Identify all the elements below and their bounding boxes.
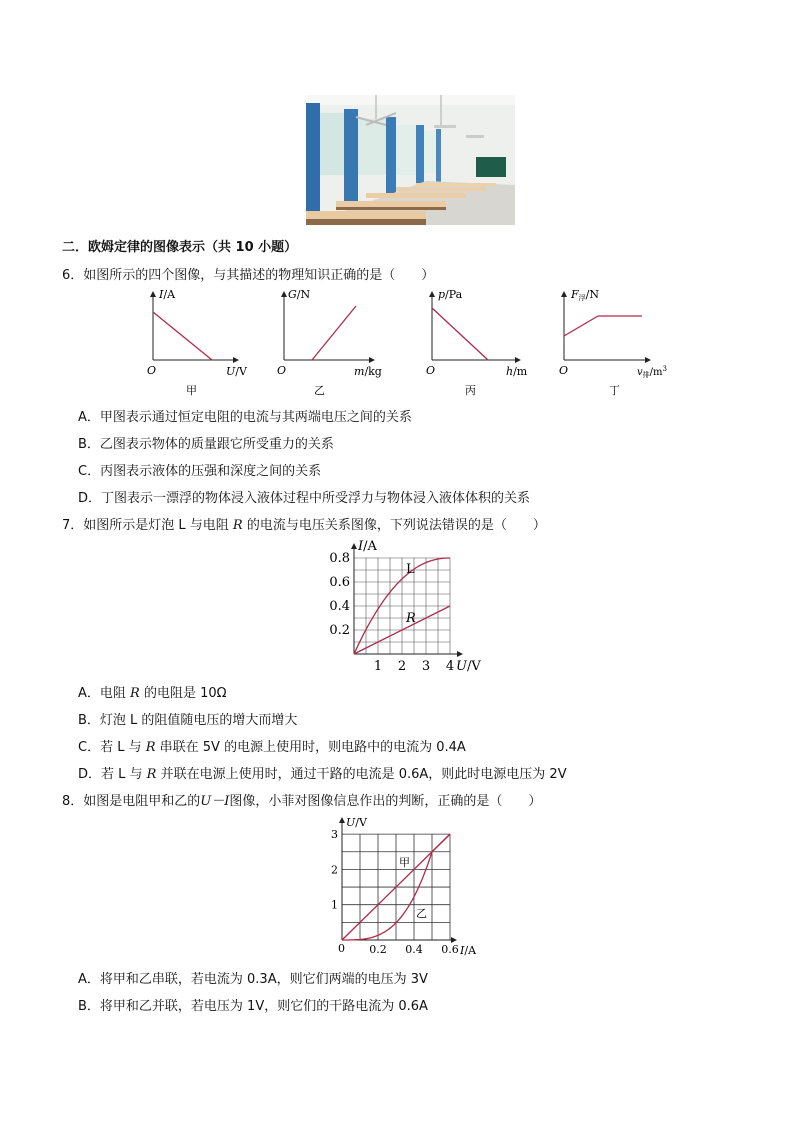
q7-ytick: 0.8: [329, 551, 350, 566]
q7-xtick: 1: [373, 659, 383, 672]
q7-ytick: 0.4: [329, 599, 350, 614]
q6-jia-origin: O: [147, 364, 157, 377]
q6-bing-line: [432, 308, 488, 360]
svg-text:I/A: [158, 288, 176, 301]
q6-option-d: D．丁图表示一漂浮的物体浸入液体过程中所受浮力与物体浸入液体体积的关系: [78, 491, 531, 506]
svg-text:v排/m3: $v_排/m^3$: [637, 365, 667, 379]
q6-jia-line: [153, 312, 212, 360]
q6-yi-line: [312, 306, 356, 360]
q6-bing-caption: 丙: [465, 384, 476, 397]
q6-ding-line: [564, 316, 642, 336]
svg-text:I/A: I/A: [460, 944, 477, 957]
q8-option-a: A．将甲和乙串联，若电流为 0.3A，则它们两端的电压为 3V: [78, 972, 428, 987]
q7-ytick: 0.6: [329, 575, 350, 590]
q7-option-d: D．若 L 与 R 并联在电源上使用时，通过干路的电流是 0.6A，则此时电源电压为 2V: [78, 767, 567, 782]
q6-stem: 6．如图所示的四个图像，与其描述的物理知识正确的是（ ）: [62, 268, 435, 283]
q7-ytick: 0.2: [329, 623, 350, 638]
q7-label-L: L: [406, 562, 415, 577]
svg-text:O: O: [426, 364, 436, 377]
q7-option-b: B．灯泡 L 的阻值随电压的增大而增大: [78, 713, 298, 728]
q6-graph-yi: [277, 288, 382, 397]
q7-xtick: 2: [397, 659, 407, 672]
svg-text:U/V: U/V: [346, 816, 367, 829]
q6-jia-ylabel-var: I: [159, 288, 164, 301]
svg-text:U/V: U/V: [456, 659, 481, 672]
section-title: 二．欧姆定律的图像表示（共 10 小题）: [62, 240, 298, 255]
q6-graph-ding: [559, 288, 667, 397]
q7-chart: [322, 536, 492, 672]
q6-jia-caption: 甲: [186, 384, 197, 397]
q7-option-a: A．电阻 R 的电阻是 10Ω: [78, 686, 227, 701]
classroom-photo: [306, 95, 515, 225]
q7-stem: 7．如图所示是灯泡 L 与电阻 R 的电流与电压关系图像，下列说法错误的是（ ）: [62, 518, 546, 533]
q8-label-jia: 甲: [399, 856, 410, 869]
q6-option-a: A．甲图表示通过恒定电阻的电流与其两端电压之间的关系: [78, 410, 412, 425]
q6-ding-caption: 丁: [609, 384, 620, 397]
svg-text:F浮/N: F浮/N: [571, 288, 599, 302]
q6-option-b: B．乙图表示物体的质量跟它所受重力的关系: [78, 437, 334, 452]
svg-text:m/kg: m/kg: [354, 365, 382, 378]
svg-text:O: O: [277, 364, 287, 377]
svg-text:p/Pa: p/Pa: [438, 288, 463, 301]
q6-graph-jia: [147, 288, 248, 397]
q6-jia-ylabel-unit: /A: [163, 288, 176, 301]
q8-ytick: 3: [331, 828, 338, 842]
q7-grid: [354, 558, 450, 654]
q8-xtick: 0.2: [369, 943, 387, 956]
svg-text:O: O: [559, 364, 569, 377]
q8-stem: 8．如图是电阻甲和乙的U－I图像，小菲对图像信息作出的判断，正确的是（ ）: [62, 794, 542, 809]
q7-label-R: R: [406, 611, 416, 626]
q8-chart: [318, 812, 488, 960]
q8-label-yi: 乙: [416, 907, 427, 920]
q7-xtick: 3: [421, 659, 431, 672]
q8-xtick: 0.6: [441, 943, 459, 956]
svg-text:U/V: U/V: [226, 365, 247, 378]
svg-text:I/A: I/A: [358, 539, 377, 554]
svg-text:G/N: G/N: [288, 288, 311, 301]
q8-ytick: 2: [331, 863, 338, 877]
q7-option-c: C．若 L 与 R 串联在 5V 的电源上使用时，则电路中的电流为 0.4A: [78, 740, 466, 755]
q6-yi-caption: 乙: [314, 384, 325, 397]
q8-xtick: 0.4: [405, 943, 423, 956]
q6-graphs: [140, 286, 680, 398]
q8-origin: 0: [338, 942, 345, 955]
q6-option-c: C．丙图表示液体的压强和深度之间的关系: [78, 464, 322, 479]
svg-text:h/m: h/m: [506, 365, 528, 378]
q6-graph-bing: [426, 288, 528, 397]
q7-xtick: 4: [445, 659, 455, 672]
q8-option-b: B．将甲和乙并联，若电压为 1V，则它们的干路电流为 0.6A: [78, 999, 428, 1014]
q8-ytick: 1: [331, 898, 338, 912]
